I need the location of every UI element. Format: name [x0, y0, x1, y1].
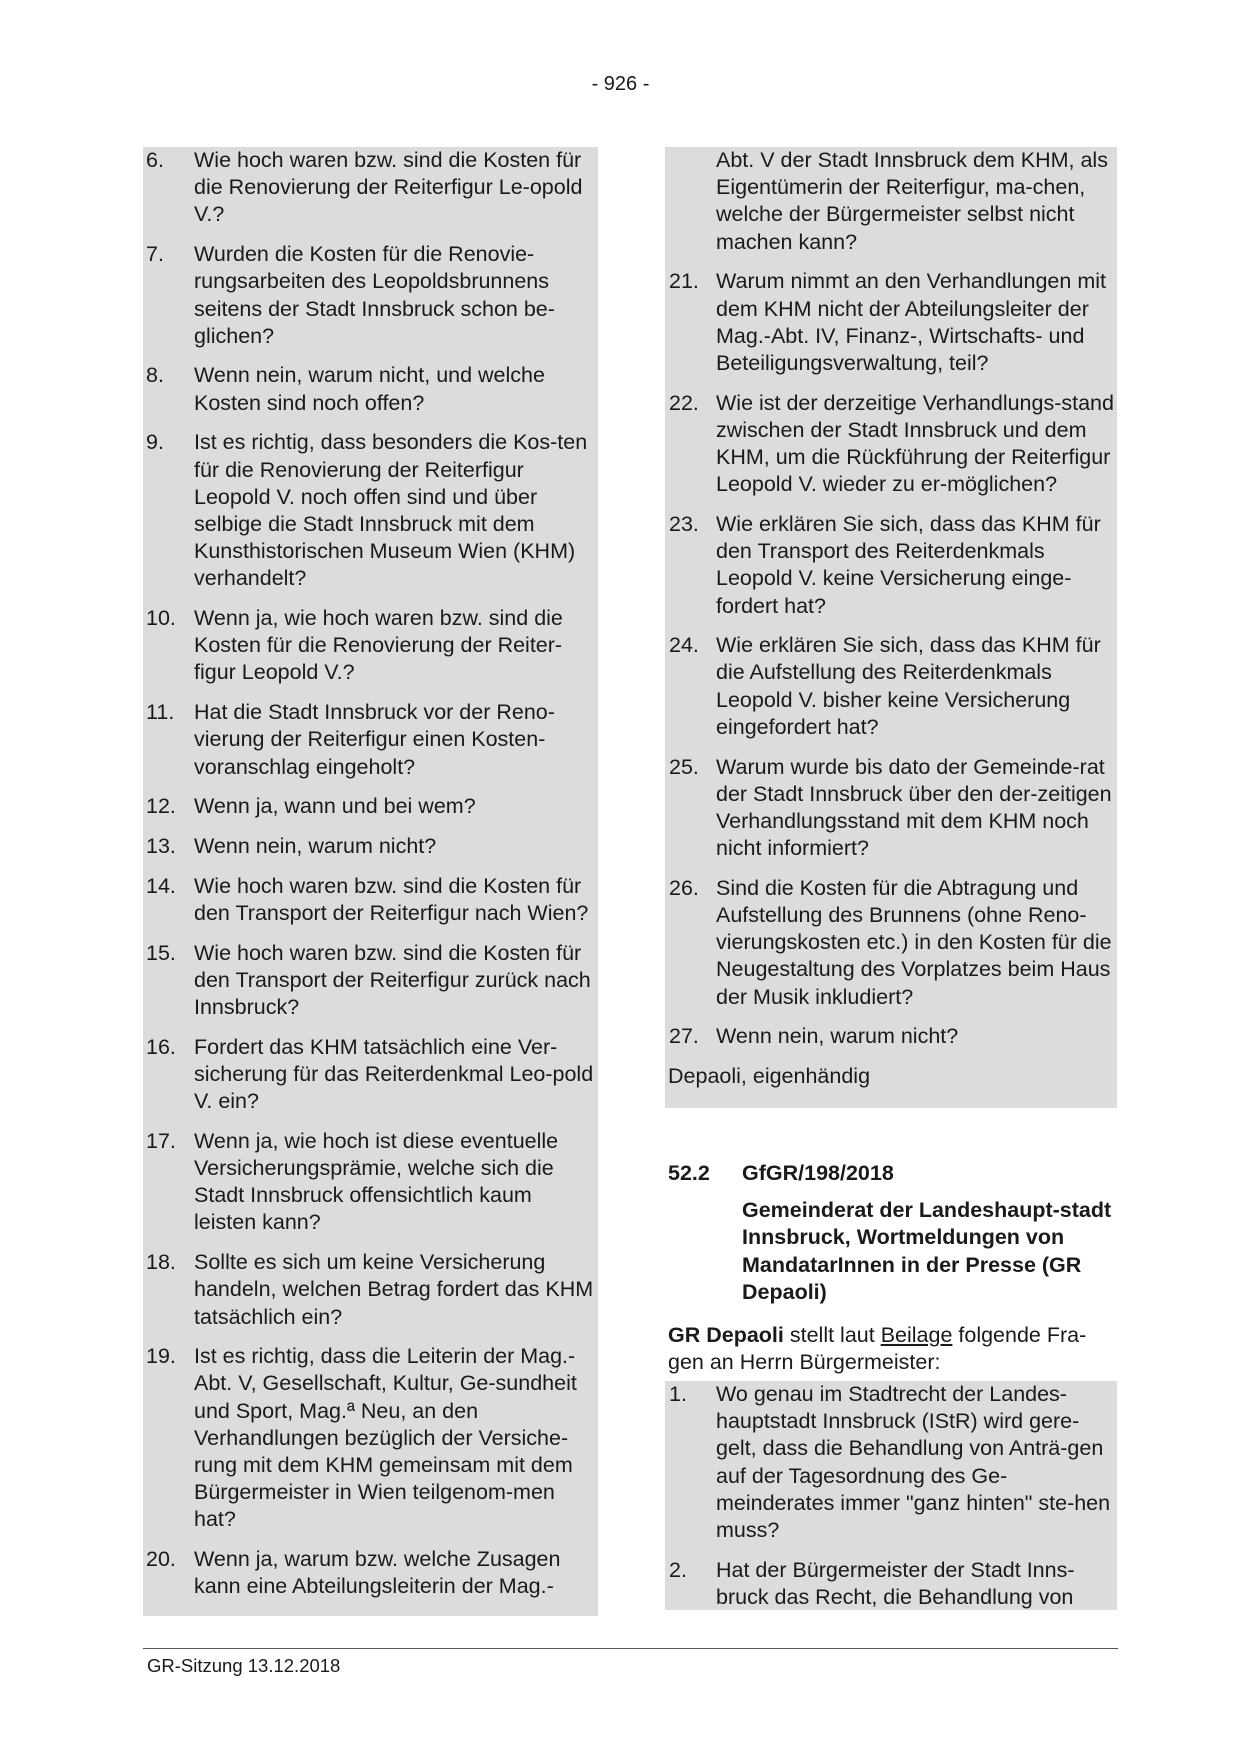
question-text: Wie hoch waren bzw. sind die Kosten für die Renovierung der Reiterfigur Le-opold V.?	[194, 148, 583, 227]
question-item	[143, 241, 598, 350]
question-number: 7.	[146, 242, 164, 267]
question-number: 6.	[146, 148, 164, 172]
question-number: 19.	[146, 1344, 176, 1369]
question-text: Wo genau im Stadtrecht der Landes-hauptstadt Innsbruck (IStR) wird gere-gelt, dass die Behandlung von Anträ-gen auf der Tagesordnung des Ge-meinderates immer "ganz hinten" ste-hen muss?	[716, 1382, 1111, 1543]
question-number: 22.	[669, 390, 699, 415]
attachment-link[interactable]: Beilage	[880, 1323, 953, 1348]
question-text: Wenn ja, warum bzw. welche Zusagen kann eine Abteilungsleiterin der Mag.-	[194, 1547, 561, 1599]
question-number: 14.	[146, 873, 176, 898]
footer-session: GR-Sitzung 13.12.2018	[147, 1655, 341, 1676]
question-text: Warum nimmt an den Verhandlungen mit dem KHM nicht der Abteilungsleiter der Mag.-Abt. IV, Finanz-, Wirtschafts- und Beteiligungsverwaltung, teil?	[716, 269, 1106, 375]
question-number: 16.	[146, 1034, 176, 1059]
question-item	[143, 940, 598, 1022]
question-text: Hat die Stadt Innsbruck vor der Reno-vierung der Reiterfigur einen Kosten-voranschlag eingeholt?	[194, 700, 555, 779]
signature: Depaoli, eigenhändig	[668, 1064, 871, 1089]
question-item	[665, 632, 1117, 741]
question-text: Wie hoch waren bzw. sind die Kosten für den Transport der Reiterfigur zurück nach Innsbruck?	[194, 940, 591, 1019]
question-number: 15.	[146, 940, 176, 965]
question-text: Warum wurde bis dato der Gemeinde-rat der Stadt Innsbruck über den der-zeitigen Verhandlungsstand mit dem KHM noch nicht informiert?	[716, 754, 1112, 861]
question-number: 9.	[146, 430, 164, 455]
question-item	[143, 873, 598, 927]
question-number: 2.	[669, 1557, 687, 1582]
question-number: 8.	[146, 363, 164, 388]
section-questions	[665, 1381, 1117, 1610]
question-text: Hat der Bürgermeister der Stadt Inns-bruck das Recht, die Behandlung von	[716, 1557, 1075, 1609]
question-number: 20.	[146, 1547, 176, 1572]
page-number: - 926 -	[591, 73, 650, 95]
question-item	[665, 1381, 1117, 1544]
question-text: Wenn nein, warum nicht?	[716, 1024, 959, 1049]
question-number: 11.	[146, 700, 175, 725]
section-number: 52.2	[668, 1161, 710, 1185]
question-text: Wenn ja, wann und bei wem?	[194, 794, 476, 819]
question-item	[143, 429, 598, 592]
question-text: Ist es richtig, dass die Leiterin der Mag.-Abt. V, Gesellschaft, Kultur, Ge-sundheit und Sport, Mag.ª Neu, an den Verhandlungen bezüglich der Versiche-rung mit dem KHM gemeinsam mit dem Bürgermeister in Wien teilgenom-men hat?	[194, 1344, 577, 1532]
question-number: 1.	[669, 1382, 687, 1406]
question-item	[143, 793, 598, 820]
question-item	[143, 1034, 598, 1116]
intro-text-rest: folgende Fra-gen an Herrn Bürgermeister:	[668, 1323, 1087, 1375]
question-text: Wurden die Kosten für die Renovie-rungsarbeiten des Leopoldsbrunnens seitens der Stadt Innsbruck schon be-glichen?	[194, 242, 555, 348]
question-item	[665, 511, 1117, 620]
question-text: Fordert das KHM tatsächlich eine Ver-sicherung für das Reiterdenkmal Leo-pold V. ein?	[194, 1034, 594, 1114]
question-text: Wenn nein, warum nicht, und welche Kosten sind noch offen?	[194, 363, 545, 415]
question-item	[143, 1343, 598, 1533]
question-text: Ist es richtig, dass besonders die Kos-ten für die Renovierung der Reiterfigur Leopold V. noch offen sind und über selbige die Stadt Innsbruck mit dem Kunsthistorischen Museum Wien (KHM) verhandelt?	[194, 430, 588, 591]
question-item	[665, 875, 1117, 1011]
question-item	[665, 268, 1117, 377]
question-item	[665, 1557, 1117, 1611]
speaker-name: GR Depaoli	[668, 1323, 784, 1348]
question-item	[143, 1128, 598, 1237]
question-item	[143, 699, 598, 781]
question-number: 23.	[669, 511, 699, 536]
question-number: 27.	[669, 1024, 699, 1049]
question-item	[665, 754, 1117, 863]
section-intro	[668, 1322, 1120, 1376]
question-number: 18.	[146, 1250, 176, 1275]
intro-text: stellt laut	[783, 1323, 881, 1348]
question-text: Wie hoch waren bzw. sind die Kosten für den Transport der Reiterfigur nach Wien?	[194, 873, 589, 925]
question-text: Wenn nein, warum nicht?	[194, 833, 437, 858]
question-number: 17.	[146, 1128, 176, 1153]
question-item	[143, 362, 598, 416]
question-number: 13.	[146, 833, 176, 858]
question-text: Sollte es sich um keine Versicherung handeln, welchen Betrag fordert das KHM tatsächlich ein?	[194, 1250, 594, 1329]
question-item	[143, 605, 598, 687]
agenda-section	[668, 1160, 1120, 1376]
question-item	[665, 390, 1117, 499]
question-number: 12.	[146, 794, 176, 819]
question-item	[143, 833, 598, 860]
question-item	[143, 1249, 598, 1331]
question-number: 10.	[146, 606, 176, 631]
question-text: Wie ist der derzeitige Verhandlungs-stand zwischen der Stadt Innsbruck und dem KHM, um die Rückführung der Reiterfigur Leopold V. wieder zu er-möglichen?	[716, 390, 1114, 497]
question-text: Wenn ja, wie hoch ist diese eventuelle Versicherungsprämie, welche sich die Stadt Innsbruck offensichtlich kaum leisten kann?	[194, 1128, 559, 1235]
question-continuation: Abt. V der Stadt Innsbruck dem KHM, als Eigentümerin der Reiterfigur, ma-chen, welche der Bürgermeister selbst nicht machen kann?	[716, 148, 1108, 254]
questions-right-column	[665, 147, 1117, 1108]
section-code: GfGR/198/2018	[742, 1161, 894, 1185]
question-text: Wie erklären Sie sich, dass das KHM für den Transport des Reiterdenkmals Leopold V. keine Versicherung einge-fordert hat?	[716, 511, 1101, 618]
section-heading	[668, 1160, 1120, 1187]
footer-divider	[143, 1648, 1118, 1649]
question-number: 26.	[669, 875, 699, 900]
questions-left-column	[143, 147, 598, 1616]
question-number: 21.	[669, 269, 699, 294]
question-item	[143, 1546, 598, 1600]
question-item	[143, 147, 598, 229]
question-number: 24.	[669, 633, 699, 658]
question-number: 25.	[669, 754, 699, 779]
question-text: Wenn ja, wie hoch waren bzw. sind die Kosten für die Renovierung der Reiter-figur Leopold V.?	[194, 606, 563, 685]
question-item	[665, 1023, 1117, 1050]
question-text: Wie erklären Sie sich, dass das KHM für die Aufstellung des Reiterdenkmals Leopold V. bisher keine Versicherung eingefordert hat?	[716, 633, 1101, 739]
question-text: Sind die Kosten für die Abtragung und Aufstellung des Brunnens (ohne Reno-vierungskosten etc.) in den Kosten für die Neugestaltung des Vorplatzes beim Haus der Musik inkludiert?	[716, 875, 1112, 1009]
section-title: Gemeinderat der Landeshaupt-stadt Innsbruck, Wortmeldungen von MandatarInnen in der Presse (GR Depaoli)	[742, 1198, 1112, 1304]
